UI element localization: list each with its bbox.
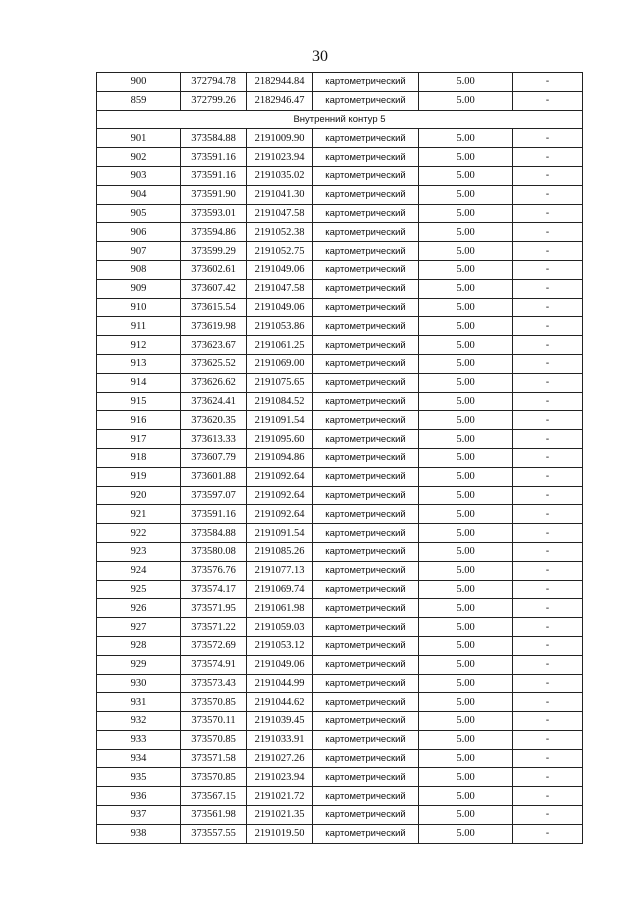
x-coordinate-cell: 373571.22	[181, 618, 247, 637]
description-cell: -	[513, 204, 583, 223]
y-coordinate-cell: 2191044.62	[247, 693, 313, 712]
table-row	[97, 260, 583, 279]
point-number-cell: 925	[97, 580, 181, 599]
method-cell: картометрический	[313, 185, 419, 204]
point-number-cell: 908	[97, 260, 181, 279]
point-number-cell: 921	[97, 505, 181, 524]
accuracy-cell: 5.00	[419, 806, 513, 825]
point-number-cell: 922	[97, 524, 181, 543]
table-row	[97, 73, 583, 92]
point-number-cell: 924	[97, 561, 181, 580]
accuracy-cell: 5.00	[419, 430, 513, 449]
description-cell: -	[513, 674, 583, 693]
table-row	[97, 279, 583, 298]
x-coordinate-cell: 373607.79	[181, 448, 247, 467]
method-cell: картометрический	[313, 91, 419, 110]
point-number-cell: 903	[97, 166, 181, 185]
description-cell: -	[513, 730, 583, 749]
description-cell: -	[513, 73, 583, 92]
method-cell: картометрический	[313, 749, 419, 768]
method-cell: картометрический	[313, 392, 419, 411]
y-coordinate-cell: 2191085.26	[247, 542, 313, 561]
x-coordinate-cell: 372799.26	[181, 91, 247, 110]
description-cell: -	[513, 317, 583, 336]
x-coordinate-cell: 373574.17	[181, 580, 247, 599]
accuracy-cell: 5.00	[419, 373, 513, 392]
method-cell: картометрический	[313, 674, 419, 693]
method-cell: картометрический	[313, 373, 419, 392]
x-coordinate-cell: 373580.08	[181, 542, 247, 561]
description-cell: -	[513, 260, 583, 279]
accuracy-cell: 5.00	[419, 73, 513, 92]
x-coordinate-cell: 373626.62	[181, 373, 247, 392]
accuracy-cell: 5.00	[419, 636, 513, 655]
method-cell: картометрический	[313, 336, 419, 355]
y-coordinate-cell: 2191092.64	[247, 467, 313, 486]
point-number-cell: 930	[97, 674, 181, 693]
description-cell: -	[513, 524, 583, 543]
x-coordinate-cell: 373584.88	[181, 129, 247, 148]
x-coordinate-cell: 373571.58	[181, 749, 247, 768]
table-row	[97, 486, 583, 505]
point-number-cell: 916	[97, 411, 181, 430]
y-coordinate-cell: 2191049.06	[247, 260, 313, 279]
accuracy-cell: 5.00	[419, 148, 513, 167]
table-row	[97, 392, 583, 411]
method-cell: картометрический	[313, 580, 419, 599]
point-number-cell: 905	[97, 204, 181, 223]
accuracy-cell: 5.00	[419, 824, 513, 843]
table-row	[97, 655, 583, 674]
description-cell: -	[513, 354, 583, 373]
table-row	[97, 204, 583, 223]
description-cell: -	[513, 279, 583, 298]
point-number-cell: 926	[97, 599, 181, 618]
y-coordinate-cell: 2191084.52	[247, 392, 313, 411]
y-coordinate-cell: 2191047.58	[247, 204, 313, 223]
description-cell: -	[513, 824, 583, 843]
point-number-cell: 932	[97, 712, 181, 731]
accuracy-cell: 5.00	[419, 91, 513, 110]
table-row	[97, 618, 583, 637]
y-coordinate-cell: 2191027.26	[247, 749, 313, 768]
accuracy-cell: 5.00	[419, 223, 513, 242]
description-cell: -	[513, 336, 583, 355]
table-row	[97, 542, 583, 561]
point-number-cell: 919	[97, 467, 181, 486]
point-number-cell: 936	[97, 787, 181, 806]
y-coordinate-cell: 2191091.54	[247, 411, 313, 430]
point-number-cell: 923	[97, 542, 181, 561]
y-coordinate-cell: 2191023.94	[247, 148, 313, 167]
x-coordinate-cell: 373561.98	[181, 806, 247, 825]
table-row	[97, 298, 583, 317]
method-cell: картометрический	[313, 505, 419, 524]
y-coordinate-cell: 2191053.86	[247, 317, 313, 336]
accuracy-cell: 5.00	[419, 354, 513, 373]
method-cell: картометрический	[313, 467, 419, 486]
coordinates-table-body	[97, 73, 583, 844]
table-row	[97, 430, 583, 449]
x-coordinate-cell: 373625.52	[181, 354, 247, 373]
method-cell: картометрический	[313, 693, 419, 712]
method-cell: картометрический	[313, 599, 419, 618]
description-cell: -	[513, 91, 583, 110]
table-row	[97, 317, 583, 336]
accuracy-cell: 5.00	[419, 185, 513, 204]
table-row	[97, 185, 583, 204]
description-cell: -	[513, 242, 583, 261]
table-row	[97, 768, 583, 787]
table-row	[97, 223, 583, 242]
method-cell: картометрический	[313, 787, 419, 806]
x-coordinate-cell: 373607.42	[181, 279, 247, 298]
point-number-cell: 915	[97, 392, 181, 411]
x-coordinate-cell: 373594.86	[181, 223, 247, 242]
point-number-cell: 937	[97, 806, 181, 825]
x-coordinate-cell: 373584.88	[181, 524, 247, 543]
table-row	[97, 411, 583, 430]
accuracy-cell: 5.00	[419, 580, 513, 599]
accuracy-cell: 5.00	[419, 336, 513, 355]
description-cell: -	[513, 166, 583, 185]
point-number-cell: 904	[97, 185, 181, 204]
method-cell: картометрический	[313, 317, 419, 336]
point-number-cell: 911	[97, 317, 181, 336]
x-coordinate-cell: 373619.98	[181, 317, 247, 336]
y-coordinate-cell: 2191047.58	[247, 279, 313, 298]
method-cell: картометрический	[313, 542, 419, 561]
table-row	[97, 524, 583, 543]
x-coordinate-cell: 373623.67	[181, 336, 247, 355]
x-coordinate-cell: 373602.61	[181, 260, 247, 279]
accuracy-cell: 5.00	[419, 693, 513, 712]
point-number-cell: 859	[97, 91, 181, 110]
x-coordinate-cell: 373615.54	[181, 298, 247, 317]
accuracy-cell: 5.00	[419, 542, 513, 561]
accuracy-cell: 5.00	[419, 260, 513, 279]
description-cell: -	[513, 129, 583, 148]
page-number: 30	[312, 48, 328, 65]
y-coordinate-cell: 2191052.75	[247, 242, 313, 261]
method-cell: картометрический	[313, 411, 419, 430]
table-row	[97, 448, 583, 467]
method-cell: картометрический	[313, 298, 419, 317]
accuracy-cell: 5.00	[419, 467, 513, 486]
table-row	[97, 787, 583, 806]
point-number-cell: 914	[97, 373, 181, 392]
point-number-cell: 907	[97, 242, 181, 261]
x-coordinate-cell: 373597.07	[181, 486, 247, 505]
y-coordinate-cell: 2191023.94	[247, 768, 313, 787]
table-row	[97, 824, 583, 843]
method-cell: картометрический	[313, 768, 419, 787]
y-coordinate-cell: 2191039.45	[247, 712, 313, 731]
description-cell: -	[513, 148, 583, 167]
x-coordinate-cell: 373570.85	[181, 693, 247, 712]
y-coordinate-cell: 2191019.50	[247, 824, 313, 843]
table-row	[97, 636, 583, 655]
description-cell: -	[513, 223, 583, 242]
table-row	[97, 561, 583, 580]
point-number-cell: 931	[97, 693, 181, 712]
accuracy-cell: 5.00	[419, 618, 513, 637]
x-coordinate-cell: 373601.88	[181, 467, 247, 486]
point-number-cell: 934	[97, 749, 181, 768]
table-row	[97, 806, 583, 825]
point-number-cell: 928	[97, 636, 181, 655]
accuracy-cell: 5.00	[419, 561, 513, 580]
point-number-cell: 918	[97, 448, 181, 467]
accuracy-cell: 5.00	[419, 787, 513, 806]
accuracy-cell: 5.00	[419, 279, 513, 298]
table-row	[97, 91, 583, 110]
method-cell: картометрический	[313, 430, 419, 449]
description-cell: -	[513, 693, 583, 712]
point-number-cell: 900	[97, 73, 181, 92]
y-coordinate-cell: 2191077.13	[247, 561, 313, 580]
point-number-cell: 906	[97, 223, 181, 242]
x-coordinate-cell: 373576.76	[181, 561, 247, 580]
x-coordinate-cell: 372794.78	[181, 73, 247, 92]
table-row	[97, 354, 583, 373]
y-coordinate-cell: 2191009.90	[247, 129, 313, 148]
point-number-cell: 933	[97, 730, 181, 749]
y-coordinate-cell: 2191049.06	[247, 655, 313, 674]
x-coordinate-cell: 373570.11	[181, 712, 247, 731]
x-coordinate-cell: 373593.01	[181, 204, 247, 223]
x-coordinate-cell: 373591.16	[181, 148, 247, 167]
description-cell: -	[513, 636, 583, 655]
x-coordinate-cell: 373591.16	[181, 166, 247, 185]
description-cell: -	[513, 618, 583, 637]
method-cell: картометрический	[313, 618, 419, 637]
method-cell: картометрический	[313, 448, 419, 467]
point-number-cell: 901	[97, 129, 181, 148]
x-coordinate-cell: 373572.69	[181, 636, 247, 655]
point-number-cell: 910	[97, 298, 181, 317]
section-row	[97, 110, 583, 129]
description-cell: -	[513, 486, 583, 505]
point-number-cell: 920	[97, 486, 181, 505]
description-cell: -	[513, 411, 583, 430]
table-row	[97, 674, 583, 693]
y-coordinate-cell: 2191021.35	[247, 806, 313, 825]
point-number-cell: 929	[97, 655, 181, 674]
coordinates-table	[96, 72, 583, 844]
accuracy-cell: 5.00	[419, 599, 513, 618]
method-cell: картометрический	[313, 354, 419, 373]
method-cell: картометрический	[313, 279, 419, 298]
y-coordinate-cell: 2191069.00	[247, 354, 313, 373]
x-coordinate-cell: 373613.33	[181, 430, 247, 449]
method-cell: картометрический	[313, 73, 419, 92]
table-row	[97, 580, 583, 599]
accuracy-cell: 5.00	[419, 166, 513, 185]
method-cell: картометрический	[313, 148, 419, 167]
description-cell: -	[513, 787, 583, 806]
accuracy-cell: 5.00	[419, 317, 513, 336]
method-cell: картометрический	[313, 806, 419, 825]
y-coordinate-cell: 2191021.72	[247, 787, 313, 806]
point-number-cell: 938	[97, 824, 181, 843]
description-cell: -	[513, 185, 583, 204]
table-row	[97, 148, 583, 167]
point-number-cell: 927	[97, 618, 181, 637]
method-cell: картометрический	[313, 166, 419, 185]
description-cell: -	[513, 599, 583, 618]
x-coordinate-cell: 373624.41	[181, 392, 247, 411]
y-coordinate-cell: 2191044.99	[247, 674, 313, 693]
x-coordinate-cell: 373591.16	[181, 505, 247, 524]
method-cell: картометрический	[313, 260, 419, 279]
x-coordinate-cell: 373620.35	[181, 411, 247, 430]
point-number-cell: 902	[97, 148, 181, 167]
y-coordinate-cell: 2182944.84	[247, 73, 313, 92]
accuracy-cell: 5.00	[419, 242, 513, 261]
description-cell: -	[513, 806, 583, 825]
description-cell: -	[513, 561, 583, 580]
accuracy-cell: 5.00	[419, 505, 513, 524]
x-coordinate-cell: 373591.90	[181, 185, 247, 204]
method-cell: картометрический	[313, 486, 419, 505]
method-cell: картометрический	[313, 223, 419, 242]
description-cell: -	[513, 467, 583, 486]
table-row	[97, 373, 583, 392]
description-cell: -	[513, 430, 583, 449]
accuracy-cell: 5.00	[419, 749, 513, 768]
y-coordinate-cell: 2182946.47	[247, 91, 313, 110]
y-coordinate-cell: 2191092.64	[247, 486, 313, 505]
table-row	[97, 599, 583, 618]
method-cell: картометрический	[313, 712, 419, 731]
description-cell: -	[513, 655, 583, 674]
accuracy-cell: 5.00	[419, 448, 513, 467]
x-coordinate-cell: 373570.85	[181, 768, 247, 787]
method-cell: картометрический	[313, 730, 419, 749]
table-row	[97, 166, 583, 185]
accuracy-cell: 5.00	[419, 674, 513, 693]
table-row	[97, 242, 583, 261]
method-cell: картометрический	[313, 204, 419, 223]
y-coordinate-cell: 2191095.60	[247, 430, 313, 449]
method-cell: картометрический	[313, 129, 419, 148]
accuracy-cell: 5.00	[419, 204, 513, 223]
table-row	[97, 129, 583, 148]
x-coordinate-cell: 373574.91	[181, 655, 247, 674]
accuracy-cell: 5.00	[419, 298, 513, 317]
point-number-cell: 935	[97, 768, 181, 787]
table-row	[97, 730, 583, 749]
x-coordinate-cell: 373557.55	[181, 824, 247, 843]
point-number-cell: 909	[97, 279, 181, 298]
description-cell: -	[513, 542, 583, 561]
description-cell: -	[513, 448, 583, 467]
description-cell: -	[513, 505, 583, 524]
table-row	[97, 336, 583, 355]
accuracy-cell: 5.00	[419, 768, 513, 787]
accuracy-cell: 5.00	[419, 730, 513, 749]
description-cell: -	[513, 768, 583, 787]
table-row	[97, 467, 583, 486]
section-title: Внутренний контур 5	[97, 110, 583, 129]
method-cell: картометрический	[313, 242, 419, 261]
point-number-cell: 913	[97, 354, 181, 373]
y-coordinate-cell: 2191069.74	[247, 580, 313, 599]
description-cell: -	[513, 392, 583, 411]
y-coordinate-cell: 2191035.02	[247, 166, 313, 185]
point-number-cell: 912	[97, 336, 181, 355]
accuracy-cell: 5.00	[419, 524, 513, 543]
accuracy-cell: 5.00	[419, 655, 513, 674]
description-cell: -	[513, 712, 583, 731]
y-coordinate-cell: 2191061.25	[247, 336, 313, 355]
table-row	[97, 693, 583, 712]
y-coordinate-cell: 2191061.98	[247, 599, 313, 618]
table-row	[97, 749, 583, 768]
description-cell: -	[513, 373, 583, 392]
x-coordinate-cell: 373570.85	[181, 730, 247, 749]
description-cell: -	[513, 580, 583, 599]
y-coordinate-cell: 2191075.65	[247, 373, 313, 392]
accuracy-cell: 5.00	[419, 712, 513, 731]
method-cell: картометрический	[313, 561, 419, 580]
x-coordinate-cell: 373599.29	[181, 242, 247, 261]
y-coordinate-cell: 2191092.64	[247, 505, 313, 524]
y-coordinate-cell: 2191059.03	[247, 618, 313, 637]
y-coordinate-cell: 2191052.38	[247, 223, 313, 242]
table-row	[97, 505, 583, 524]
method-cell: картометрический	[313, 636, 419, 655]
accuracy-cell: 5.00	[419, 129, 513, 148]
method-cell: картометрический	[313, 824, 419, 843]
description-cell: -	[513, 298, 583, 317]
y-coordinate-cell: 2191053.12	[247, 636, 313, 655]
y-coordinate-cell: 2191041.30	[247, 185, 313, 204]
method-cell: картометрический	[313, 655, 419, 674]
method-cell: картометрический	[313, 524, 419, 543]
description-cell: -	[513, 749, 583, 768]
y-coordinate-cell: 2191094.86	[247, 448, 313, 467]
x-coordinate-cell: 373573.43	[181, 674, 247, 693]
y-coordinate-cell: 2191049.06	[247, 298, 313, 317]
accuracy-cell: 5.00	[419, 411, 513, 430]
y-coordinate-cell: 2191033.91	[247, 730, 313, 749]
y-coordinate-cell: 2191091.54	[247, 524, 313, 543]
table-row	[97, 712, 583, 731]
x-coordinate-cell: 373571.95	[181, 599, 247, 618]
accuracy-cell: 5.00	[419, 392, 513, 411]
x-coordinate-cell: 373567.15	[181, 787, 247, 806]
point-number-cell: 917	[97, 430, 181, 449]
accuracy-cell: 5.00	[419, 486, 513, 505]
